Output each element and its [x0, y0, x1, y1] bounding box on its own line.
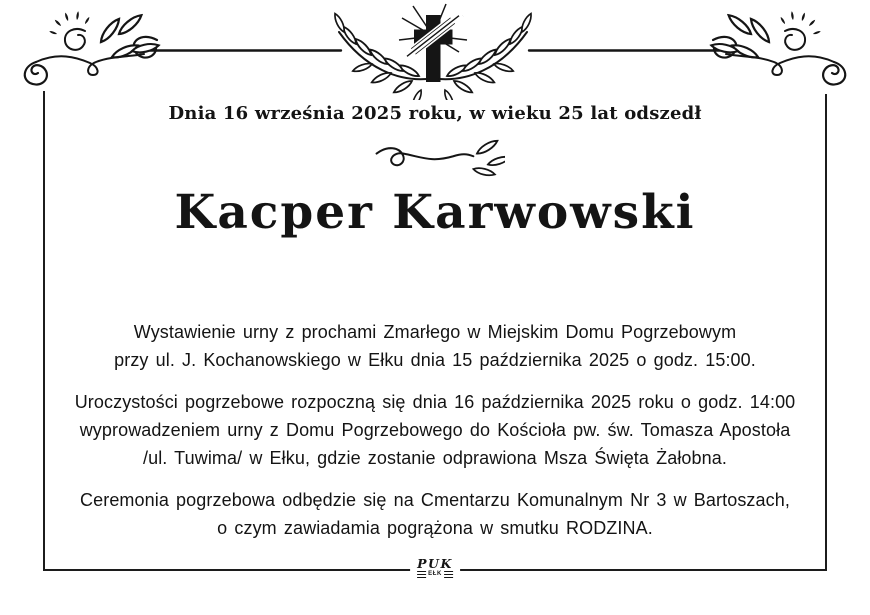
corner-flourish-left-icon — [25, 11, 160, 84]
intro-line: Dnia 16 września 2025 roku, w wieku 25 lat odszedł — [168, 103, 702, 124]
funeral-details — [45, 318, 825, 556]
logo-stripes-right-icon — [444, 571, 453, 578]
leaf-flourish-icon — [365, 138, 505, 180]
notice-paragraph — [45, 318, 825, 374]
frame-border-right — [825, 94, 827, 570]
notice-line: Ceremonia pogrzebowa odbędzie się na Cmentarzu Komunalnym Nr 3 w Bartoszach, — [80, 490, 790, 510]
notice-line: wyprowadzeniem urny z Domu Pogrzebowego do Kościoła pw. św. Tomasza Apostoła — [79, 420, 791, 440]
notice-line: o czym zawiadamia pogrążona w smutku RODZINA. — [217, 518, 653, 538]
deceased-name: Kacper Karwowski — [174, 185, 696, 240]
notice-line: /ul. Tuwima/ w Ełku, gdzie zostanie odprawiona Msza Święta Żałobna. — [143, 448, 727, 468]
logo-city: EŁK — [428, 571, 442, 577]
notice-paragraph — [45, 486, 825, 542]
top-ornament-band — [0, 0, 870, 100]
logo-stripes-left-icon — [417, 571, 426, 578]
logo-city-band — [417, 571, 453, 578]
frame-border-left — [43, 91, 45, 570]
logo-name: PUK — [417, 556, 453, 571]
cross-laurel-icon — [333, 4, 534, 100]
notice-paragraph — [45, 388, 825, 472]
corner-flourish-right-icon — [711, 11, 846, 84]
notice-line: Uroczystości pogrzebowe rozpoczną się dnia 16 października 2025 roku o godz. 14:00 — [74, 392, 796, 412]
notice-line: przy ul. J. Kochanowskiego w Ełku dnia 15 października 2025 o godz. 15:00. — [114, 350, 756, 370]
puk-elk-logo — [410, 557, 460, 579]
notice-line: Wystawienie urny z prochami Zmarłego w Miejskim Domu Pogrzebowym — [133, 322, 737, 342]
